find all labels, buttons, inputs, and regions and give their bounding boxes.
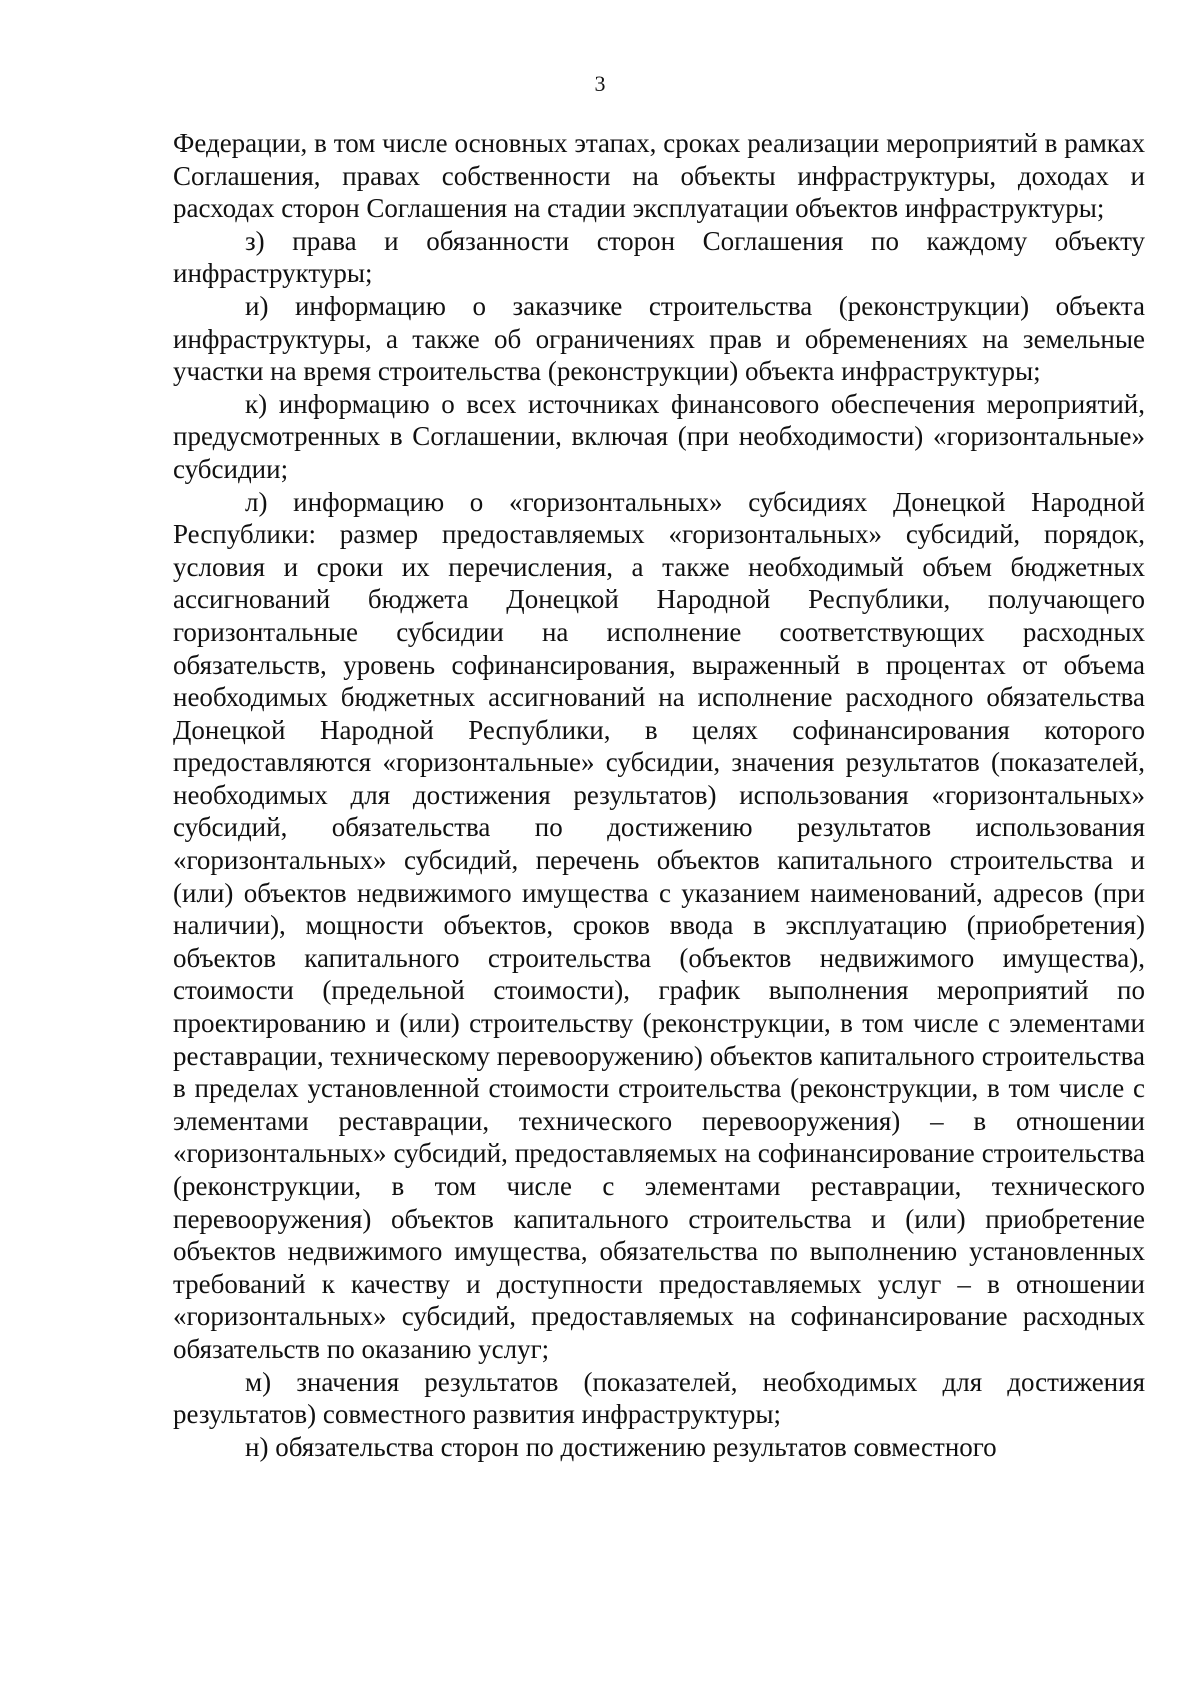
paragraph-item-k (173, 388, 1145, 486)
list-marker: и) (245, 290, 269, 321)
paragraph-text: права и обязанности сторон Соглашения по каждому объекту инфраструктуры; (173, 225, 1146, 289)
paragraph-text: обязательства сторон по достижению результатов совместного (275, 1431, 997, 1462)
paragraph-text: Федерации, в том числе основных этапах, сроках реализации мероприятий в рамках Соглашения, правах собственности на объекты инфраструктуры, доходах и расходах сторон Соглашения на стадии эксплуатации объектов инфраструктуры; (173, 128, 1145, 224)
list-marker: л) (245, 486, 268, 517)
page-number: 3 (594, 71, 606, 96)
paragraph-continuation (173, 127, 1145, 225)
paragraph-text: информацию о заказчике строительства (реконструкции) объекта инфраструктуры, а также об ограничениях прав и обременениях на земельные участки на время строительства (реконструкции) объекта инфраструктуры; (173, 290, 1146, 387)
document-body (173, 127, 1145, 1463)
list-marker: к) (245, 388, 268, 419)
paragraph-item-i (173, 290, 1145, 388)
paragraph-item-l (173, 486, 1145, 1366)
paragraph-text: информацию о «горизонтальных» субсидиях Донецкой Народной Республики: размер предоставляемых «горизонтальных» субсидий, порядок, условия и сроки их перечисления, а также необходимый объем бюджетных ассигнований бюджета Донецкой Народной Республики, получающего горизонтальные субсидии на исполнение соответствующих расходных обязательств, уровень софинансирования, выраженный в процентах от объема необходимых бюджетных ассигнований на исполнение расходного обязательства Донецкой Народной Республики, в целях софинансирования которого предоставляются «горизонтальные» субсидии, значения результатов (показателей, необходимых для достижения результатов) использования «горизонтальных» субсидий, обязательства по достижению результатов использования «горизонтальных» субсидий, перечень объектов капитального строительства и (или) объектов недвижимого имущества с указанием наименований, адресов (при наличии), мощности объектов, сроков ввода в эксплуатацию (приобретения) объектов капитального строительства (объектов недвижимого имущества), стоимости (предельной стоимости), график выполнения мероприятий по проектированию и (или) строительству (реконструкции, в том числе с элементами реставрации, техническому перевооружению) объектов капитального строительства в пределах установленной стоимости строительства (реконструкции, в том числе с элементами реставрации, технического перевооружения) – в отношении «горизонтальных» субсидий, предоставляемых на софинансирование строительства (реконструкции, в том числе с элементами реставрации, технического перевооружения) объектов капитального строительства и (или) приобретение объектов недвижимого имущества, обязательства по выполнению установленных требований к качеству и доступности предоставляемых услуг – в отношении «горизонтальных» субсидий, предоставляемых на софинансирование расходных обязательств по оказанию услуг; (173, 486, 1146, 1364)
paragraph-item-n (173, 1431, 1145, 1464)
paragraph-text: значения результатов (показателей, необходимых для достижения результатов) совместного развития инфраструктуры; (173, 1366, 1146, 1430)
list-marker: н) (245, 1431, 269, 1462)
list-marker: м) (245, 1366, 272, 1397)
paragraph-text: информацию о всех источниках финансового обеспечения мероприятий, предусмотренных в Соглашении, включая (при необходимости) «горизонтальные» субсидии; (173, 388, 1146, 484)
paragraph-item-m (173, 1366, 1145, 1431)
paragraph-item-z (173, 225, 1145, 290)
list-marker: з) (245, 225, 265, 256)
